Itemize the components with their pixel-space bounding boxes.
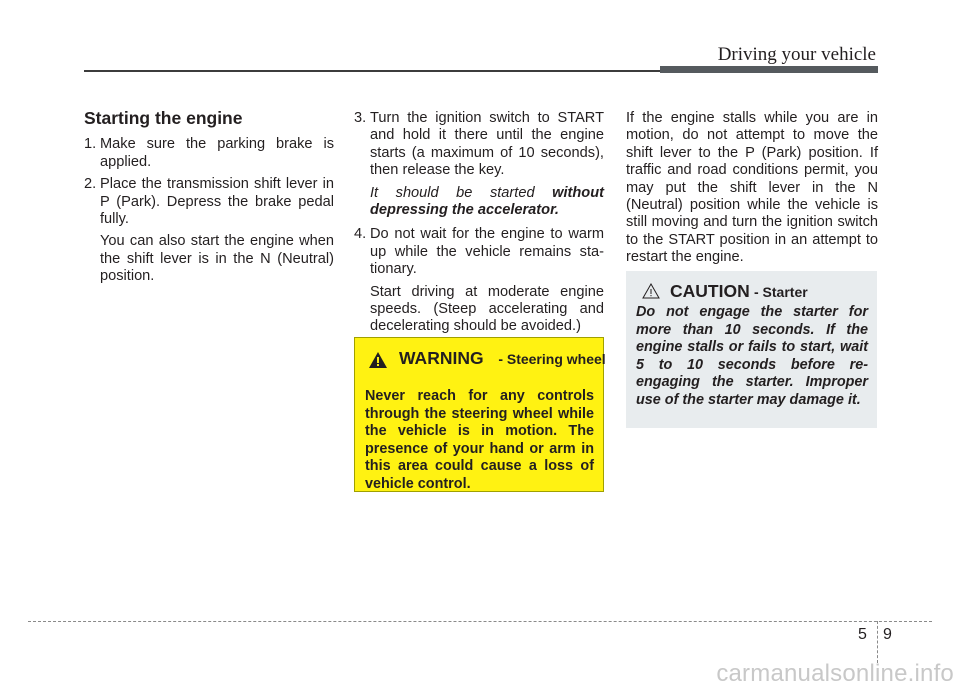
column-3: [626, 110, 878, 267]
page-header-title: Driving your vehicle: [717, 44, 876, 65]
caution-body: Do not engage the starter for more than 10 seconds. If the engine stalls or fails to start, wait 5 to 10 seconds before re-engaging the starter. Improper use of the starter may damage it.: [636, 304, 868, 408]
step-number: 3.: [354, 110, 367, 126]
step-2-note: You can also start the engine when the shift lever is in the N (Neutral) position.: [100, 233, 334, 285]
step-text: Place the transmission shift lever in P (Park). Depress the brake pedal fully.: [100, 176, 334, 228]
header-bar: [660, 66, 878, 73]
section-title: Starting the engine: [84, 108, 243, 128]
column-1: [84, 110, 334, 293]
caution-box: [626, 271, 877, 428]
step-number: 2.: [84, 176, 97, 193]
step-2: [84, 176, 334, 228]
chapter-number: 5: [858, 626, 867, 643]
step-text: Do not wait for the engine to warm up while the vehicle remains sta-tionary.: [370, 226, 604, 278]
step-3-note-bold: without depressing the accelerator.: [370, 184, 604, 219]
caution-label: CAUTION: [670, 281, 750, 301]
warning-header: [365, 348, 606, 388]
step-4: [354, 226, 604, 278]
step-text: Make sure the parking brake is applied.: [100, 136, 334, 170]
caution-subject: - Starter: [754, 284, 808, 300]
warning-body: Never reach for any controls through the steering wheel while the vehicle is in motion. The presence of your hand or arm in this area could cause a loss of vehicle control.: [365, 388, 594, 492]
warning-subject: - Steering wheel: [498, 351, 606, 367]
header-rule: [84, 70, 660, 72]
column-2: [354, 110, 604, 343]
step-number: 1.: [84, 136, 97, 153]
step-number: 4.: [354, 226, 367, 243]
caution-triangle-icon: [642, 283, 660, 299]
warning-triangle-icon: [369, 352, 387, 368]
warning-box: [354, 337, 604, 492]
page-number: 9: [883, 626, 892, 643]
step-3-note-italic: It should be started: [370, 184, 535, 201]
step-1: [84, 136, 334, 171]
caution-header: [636, 280, 868, 304]
step-3-note: [354, 185, 604, 220]
footer-rule: [28, 621, 932, 622]
warning-label: WARNING: [399, 348, 484, 368]
watermark: carmanualsonline.info: [716, 660, 954, 687]
step-3: [354, 110, 604, 180]
stall-paragraph: If the engine stalls while you are in motion, do not attempt to move the shift lever to the P (Park) position. If traffic and road conditions permit, you may put the shift lever in the N (Neutral) position while the vehicle is still moving and turn the ignition switch to the START position in an attempt to restart the engine.: [626, 110, 878, 266]
step-text: Turn the ignition switch to START and hold it there until the engine starts (a maximum of 10 seconds), then release the key.: [370, 110, 604, 179]
step-4-note: Start driving at moderate engine speeds. (Steep accelerating and decelerating should be avoided.): [370, 283, 604, 335]
page-number-divider: [877, 621, 878, 663]
